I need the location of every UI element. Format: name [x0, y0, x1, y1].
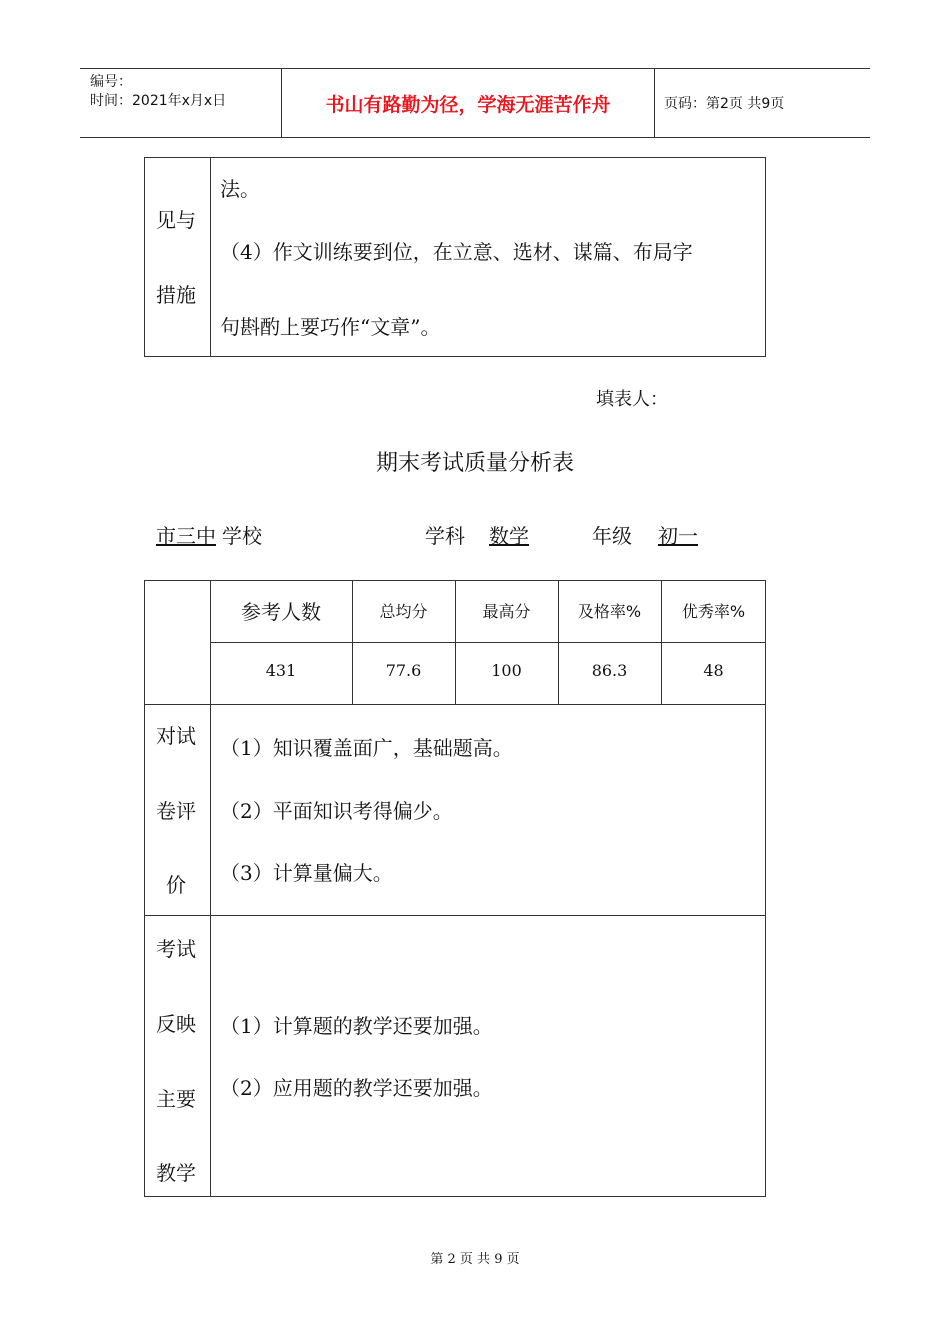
- prev-section-text-3: 句斟酌上要巧作“文章”。: [220, 315, 441, 339]
- header-page-info: 页码：第2页 共9页: [664, 96, 785, 112]
- date-label: 时间：2021年x月x日: [90, 93, 227, 109]
- filler-label: 填表人：: [596, 389, 668, 410]
- evaluation-item-2: （2）平面知识考得偏少。: [220, 799, 453, 823]
- prev-section-label-1: 见与: [156, 208, 196, 232]
- header-excellent-rate: 优秀率%: [681, 602, 746, 621]
- evaluation-item-3: （3）计算量偏大。: [220, 861, 393, 885]
- form-title: 期末考试质量分析表: [375, 451, 574, 476]
- subject-value: 数学: [489, 524, 529, 548]
- value-pass-rate: 86.3: [591, 661, 628, 680]
- reflection-label-1: 考试: [156, 937, 196, 961]
- subject-label: 学科: [425, 524, 465, 548]
- header-meta-cell: [80, 69, 282, 137]
- reflection-label-4: 教学: [156, 1161, 196, 1185]
- school-field: [144, 520, 262, 549]
- value-participants: 431: [265, 661, 297, 680]
- header-highest: 最高分: [482, 602, 531, 621]
- header-participants: 参考人数: [241, 600, 321, 624]
- evaluation-label-3: 价: [166, 873, 186, 897]
- value-average: 77.6: [385, 661, 422, 680]
- prev-section-label-2: 措施: [156, 283, 196, 307]
- grade-value: 初一: [658, 524, 698, 548]
- evaluation-item-1: （1）知识覆盖面广，基础题高。: [220, 736, 513, 760]
- header-average: 总均分: [379, 602, 428, 621]
- page-footer: 第 2 页 共 9 页: [430, 1252, 520, 1267]
- reflection-label-3: 主要: [156, 1087, 196, 1111]
- header-motto: 书山有路勤为径，学海无涯苦作舟: [282, 69, 655, 137]
- prev-section-text-1: 法。: [220, 177, 260, 201]
- subject-field: [425, 520, 553, 549]
- page-header: [80, 68, 870, 138]
- school-value: 市三中: [156, 524, 216, 548]
- grade-label: 年级: [592, 524, 632, 548]
- grade-field: [592, 520, 724, 549]
- prev-section-text-2: （4）作文训练要到位，在立意、选材、谋篇、布局字: [220, 240, 693, 264]
- value-excellent-rate: 48: [703, 661, 724, 680]
- reflection-item-1: （1）计算题的教学还要加强。: [220, 1014, 493, 1038]
- serial-label: 编号：: [90, 74, 132, 90]
- header-pass-rate: 及格率%: [577, 602, 642, 621]
- reflection-label-2: 反映: [156, 1012, 196, 1036]
- evaluation-label-2: 卷评: [156, 799, 196, 823]
- school-label: 学校: [222, 524, 262, 548]
- value-highest: 100: [491, 661, 522, 680]
- reflection-item-2: （2）应用题的教学还要加强。: [220, 1076, 493, 1100]
- evaluation-label-1: 对试: [156, 724, 196, 748]
